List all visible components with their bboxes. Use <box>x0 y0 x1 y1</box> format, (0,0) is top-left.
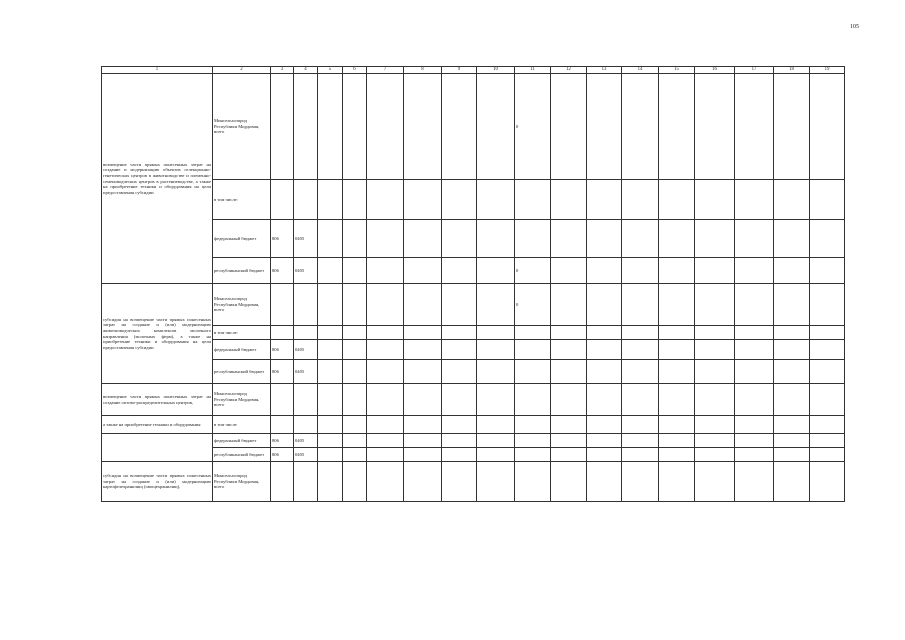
empty-cell <box>810 416 845 434</box>
amount-cell <box>515 462 551 502</box>
responsible-executor: Минсельхозпрод Республики Мордовия, всего <box>213 462 271 502</box>
empty-cell <box>404 448 442 462</box>
empty-cell <box>774 74 810 180</box>
table-row <box>102 180 845 220</box>
column-number: 9 <box>442 67 477 74</box>
empty-cell <box>735 384 774 416</box>
empty-cell <box>810 284 845 326</box>
empty-cell <box>735 360 774 384</box>
column-number: 10 <box>477 67 515 74</box>
amount-cell <box>515 434 551 448</box>
empty-cell <box>477 462 515 502</box>
empty-cell <box>774 340 810 360</box>
empty-cell <box>343 180 367 220</box>
empty-cell <box>810 360 845 384</box>
empty-cell <box>659 360 695 384</box>
empty-cell <box>367 434 404 448</box>
measure-description: возмещение части прямых понесенных затрат на создание и модернизацию объектов селекционно-генетических центров в животноводстве и племенно-семеноводческих центров в растениеводстве, а также на приобретение техники и оборудования на цели предоставления субсидии <box>102 74 213 284</box>
empty-cell <box>622 220 659 258</box>
column-number: 8 <box>404 67 442 74</box>
empty-cell <box>367 384 404 416</box>
table-row <box>102 74 845 180</box>
empty-cell <box>477 326 515 340</box>
section-code <box>294 416 318 434</box>
empty-cell <box>442 434 477 448</box>
empty-cell <box>622 416 659 434</box>
empty-cell <box>318 434 343 448</box>
responsible-executor: федеральный бюджет <box>213 434 271 448</box>
responsible-executor: республиканский бюджет <box>213 448 271 462</box>
empty-cell <box>810 74 845 180</box>
column-number: 7 <box>367 67 404 74</box>
empty-cell <box>551 180 587 220</box>
empty-cell <box>735 416 774 434</box>
empty-cell <box>404 340 442 360</box>
measure-description: субсидия на возмещение части прямых понесенных затрат на создание и (или) модернизацию картофелехранилищ (овощехранилищ), <box>102 462 213 502</box>
empty-cell <box>774 284 810 326</box>
table-row <box>102 434 845 448</box>
empty-cell <box>442 360 477 384</box>
grbs-code: 806 <box>271 360 294 384</box>
empty-cell <box>622 284 659 326</box>
empty-cell <box>477 258 515 284</box>
empty-cell <box>477 416 515 434</box>
grbs-code <box>271 326 294 340</box>
empty-cell <box>695 384 735 416</box>
grbs-code <box>271 180 294 220</box>
grbs-code <box>271 284 294 326</box>
empty-cell <box>659 462 695 502</box>
empty-cell <box>404 220 442 258</box>
empty-cell <box>477 180 515 220</box>
measure-description <box>102 434 213 462</box>
empty-cell <box>551 326 587 340</box>
section-code: 0405 <box>294 448 318 462</box>
empty-cell <box>442 258 477 284</box>
grbs-code <box>271 384 294 416</box>
grbs-code <box>271 462 294 502</box>
empty-cell <box>442 284 477 326</box>
responsible-executor: в том числе: <box>213 326 271 340</box>
empty-cell <box>367 74 404 180</box>
empty-cell <box>442 180 477 220</box>
empty-cell <box>774 258 810 284</box>
empty-cell <box>622 434 659 448</box>
empty-cell <box>367 448 404 462</box>
empty-cell <box>735 462 774 502</box>
empty-cell <box>551 284 587 326</box>
column-number: 11 <box>515 67 551 74</box>
amount-cell: 0 <box>515 284 551 326</box>
measure-description: а также на приобретение техники и оборудования <box>102 416 213 434</box>
empty-cell <box>587 448 622 462</box>
amount-cell <box>515 220 551 258</box>
empty-cell <box>404 326 442 340</box>
empty-cell <box>318 448 343 462</box>
grbs-code: 806 <box>271 258 294 284</box>
empty-cell <box>551 340 587 360</box>
empty-cell <box>442 416 477 434</box>
empty-cell <box>367 326 404 340</box>
empty-cell <box>318 180 343 220</box>
empty-cell <box>659 340 695 360</box>
page-number: 105 <box>850 24 859 30</box>
empty-cell <box>622 340 659 360</box>
empty-cell <box>367 340 404 360</box>
column-number: 19 <box>810 67 845 74</box>
empty-cell <box>343 416 367 434</box>
empty-cell <box>442 462 477 502</box>
empty-cell <box>404 180 442 220</box>
empty-cell <box>477 448 515 462</box>
amount-cell <box>515 360 551 384</box>
empty-cell <box>587 284 622 326</box>
empty-cell <box>587 384 622 416</box>
responsible-executor: республиканский бюджет <box>213 360 271 384</box>
empty-cell <box>367 416 404 434</box>
grbs-code <box>271 74 294 180</box>
empty-cell <box>343 284 367 326</box>
empty-cell <box>622 462 659 502</box>
empty-cell <box>659 434 695 448</box>
amount-cell <box>515 340 551 360</box>
empty-cell <box>318 74 343 180</box>
empty-cell <box>735 74 774 180</box>
responsible-executor: в том числе <box>213 416 271 434</box>
empty-cell <box>367 220 404 258</box>
empty-cell <box>695 220 735 258</box>
empty-cell <box>774 448 810 462</box>
empty-cell <box>318 416 343 434</box>
empty-cell <box>735 180 774 220</box>
empty-cell <box>810 258 845 284</box>
column-number: 4 <box>294 67 318 74</box>
empty-cell <box>622 384 659 416</box>
empty-cell <box>343 448 367 462</box>
empty-cell <box>695 434 735 448</box>
empty-cell <box>659 284 695 326</box>
empty-cell <box>695 462 735 502</box>
empty-cell <box>318 462 343 502</box>
empty-cell <box>774 220 810 258</box>
empty-cell <box>810 180 845 220</box>
amount-cell <box>515 326 551 340</box>
empty-cell <box>318 384 343 416</box>
column-number: 3 <box>271 67 294 74</box>
empty-cell <box>587 434 622 448</box>
empty-cell <box>587 74 622 180</box>
empty-cell <box>587 416 622 434</box>
empty-cell <box>735 434 774 448</box>
responsible-executor: республиканский бюджет <box>213 258 271 284</box>
empty-cell <box>477 74 515 180</box>
table-row <box>102 284 845 326</box>
empty-cell <box>659 384 695 416</box>
amount-cell: 0 <box>515 258 551 284</box>
empty-cell <box>404 434 442 448</box>
empty-cell <box>404 284 442 326</box>
section-code <box>294 284 318 326</box>
empty-cell <box>810 326 845 340</box>
empty-cell <box>659 448 695 462</box>
empty-cell <box>343 384 367 416</box>
responsible-executor: федеральный бюджет <box>213 220 271 258</box>
column-number: 5 <box>318 67 343 74</box>
column-number: 1 <box>102 67 213 74</box>
amount-cell <box>515 384 551 416</box>
empty-cell <box>695 74 735 180</box>
empty-cell <box>551 448 587 462</box>
empty-cell <box>367 360 404 384</box>
measure-description: субсидия на возмещение части прямых понесенных затрат на создание и (или) модернизацию животноводческих комплексов молочного направления (молочных ферм), а также на приобретение техники и оборудования на цели предоставления субсидии <box>102 284 213 384</box>
empty-cell <box>318 284 343 326</box>
empty-cell <box>695 340 735 360</box>
empty-cell <box>622 180 659 220</box>
empty-cell <box>404 360 442 384</box>
empty-cell <box>477 340 515 360</box>
empty-cell <box>810 462 845 502</box>
empty-cell <box>774 462 810 502</box>
empty-cell <box>318 340 343 360</box>
table-row <box>102 340 845 360</box>
empty-cell <box>587 258 622 284</box>
empty-cell <box>587 220 622 258</box>
empty-cell <box>735 448 774 462</box>
section-code: 0405 <box>294 434 318 448</box>
empty-cell <box>695 416 735 434</box>
empty-cell <box>587 340 622 360</box>
amount-cell <box>515 180 551 220</box>
table-row <box>102 448 845 462</box>
empty-cell <box>404 416 442 434</box>
empty-cell <box>367 284 404 326</box>
empty-cell <box>810 434 845 448</box>
empty-cell <box>477 220 515 258</box>
section-code: 0405 <box>294 220 318 258</box>
grbs-code: 806 <box>271 434 294 448</box>
empty-cell <box>367 258 404 284</box>
grbs-code: 806 <box>271 448 294 462</box>
empty-cell <box>622 74 659 180</box>
empty-cell <box>343 462 367 502</box>
empty-cell <box>343 258 367 284</box>
amount-cell <box>515 416 551 434</box>
section-code <box>294 462 318 502</box>
empty-cell <box>774 434 810 448</box>
amount-cell <box>515 448 551 462</box>
empty-cell <box>735 326 774 340</box>
empty-cell <box>442 340 477 360</box>
empty-cell <box>367 462 404 502</box>
empty-cell <box>810 448 845 462</box>
empty-cell <box>695 258 735 284</box>
measure-description: возмещение части прямых понесенных затрат на создание оптово-распределительных центров, <box>102 384 213 416</box>
table-row <box>102 416 845 434</box>
section-code <box>294 180 318 220</box>
empty-cell <box>442 220 477 258</box>
empty-cell <box>735 284 774 326</box>
responsible-executor: федеральный бюджет <box>213 340 271 360</box>
empty-cell <box>442 384 477 416</box>
empty-cell <box>695 326 735 340</box>
empty-cell <box>551 258 587 284</box>
empty-cell <box>622 326 659 340</box>
grbs-code <box>271 416 294 434</box>
section-code <box>294 384 318 416</box>
empty-cell <box>404 462 442 502</box>
empty-cell <box>735 258 774 284</box>
empty-cell <box>318 258 343 284</box>
empty-cell <box>659 326 695 340</box>
responsible-executor: в том числе: <box>213 180 271 220</box>
empty-cell <box>735 340 774 360</box>
grbs-code: 806 <box>271 340 294 360</box>
table-row <box>102 258 845 284</box>
table-row <box>102 220 845 258</box>
column-number: 17 <box>735 67 774 74</box>
empty-cell <box>318 360 343 384</box>
empty-cell <box>695 448 735 462</box>
empty-cell <box>810 220 845 258</box>
empty-cell <box>343 220 367 258</box>
empty-cell <box>587 326 622 340</box>
empty-cell <box>551 384 587 416</box>
empty-cell <box>622 360 659 384</box>
empty-cell <box>343 434 367 448</box>
table-row <box>102 384 845 416</box>
empty-cell <box>659 416 695 434</box>
empty-cell <box>695 180 735 220</box>
empty-cell <box>810 340 845 360</box>
empty-cell <box>343 74 367 180</box>
empty-cell <box>551 434 587 448</box>
column-number: 14 <box>622 67 659 74</box>
empty-cell <box>551 416 587 434</box>
section-code: 0405 <box>294 340 318 360</box>
empty-cell <box>735 220 774 258</box>
empty-cell <box>587 462 622 502</box>
empty-cell <box>587 180 622 220</box>
budget-table <box>101 66 845 502</box>
empty-cell <box>318 326 343 340</box>
empty-cell <box>318 220 343 258</box>
empty-cell <box>343 360 367 384</box>
empty-cell <box>587 360 622 384</box>
empty-cell <box>477 384 515 416</box>
empty-cell <box>404 74 442 180</box>
column-number-row <box>102 67 845 74</box>
section-code <box>294 74 318 180</box>
empty-cell <box>774 384 810 416</box>
empty-cell <box>442 74 477 180</box>
empty-cell <box>477 434 515 448</box>
table-row <box>102 462 845 502</box>
column-number: 15 <box>659 67 695 74</box>
responsible-executor: Минсельхозпрод Республики Мордовия, всего <box>213 384 271 416</box>
empty-cell <box>551 360 587 384</box>
empty-cell <box>442 448 477 462</box>
empty-cell <box>774 326 810 340</box>
empty-cell <box>367 180 404 220</box>
column-number: 2 <box>213 67 271 74</box>
column-number: 13 <box>587 67 622 74</box>
empty-cell <box>659 74 695 180</box>
column-number: 6 <box>343 67 367 74</box>
column-number: 16 <box>695 67 735 74</box>
empty-cell <box>774 416 810 434</box>
amount-cell: 0 <box>515 74 551 180</box>
empty-cell <box>659 258 695 284</box>
empty-cell <box>810 384 845 416</box>
empty-cell <box>551 462 587 502</box>
empty-cell <box>404 258 442 284</box>
section-code: 0405 <box>294 360 318 384</box>
column-number: 12 <box>551 67 587 74</box>
empty-cell <box>622 258 659 284</box>
empty-cell <box>695 360 735 384</box>
empty-cell <box>477 360 515 384</box>
grbs-code: 806 <box>271 220 294 258</box>
empty-cell <box>551 74 587 180</box>
column-number: 18 <box>774 67 810 74</box>
empty-cell <box>622 448 659 462</box>
empty-cell <box>659 180 695 220</box>
empty-cell <box>695 284 735 326</box>
responsible-executor: Минсельхозпрод Республики Мордовия, всего <box>213 74 271 180</box>
responsible-executor: Минсельхозпрод Республики Мордовия, всего <box>213 284 271 326</box>
empty-cell <box>774 360 810 384</box>
empty-cell <box>404 384 442 416</box>
empty-cell <box>343 326 367 340</box>
table-row <box>102 326 845 340</box>
empty-cell <box>477 284 515 326</box>
section-code <box>294 326 318 340</box>
section-code: 0405 <box>294 258 318 284</box>
empty-cell <box>343 340 367 360</box>
empty-cell <box>442 326 477 340</box>
table-row <box>102 360 845 384</box>
empty-cell <box>659 220 695 258</box>
empty-cell <box>551 220 587 258</box>
empty-cell <box>774 180 810 220</box>
